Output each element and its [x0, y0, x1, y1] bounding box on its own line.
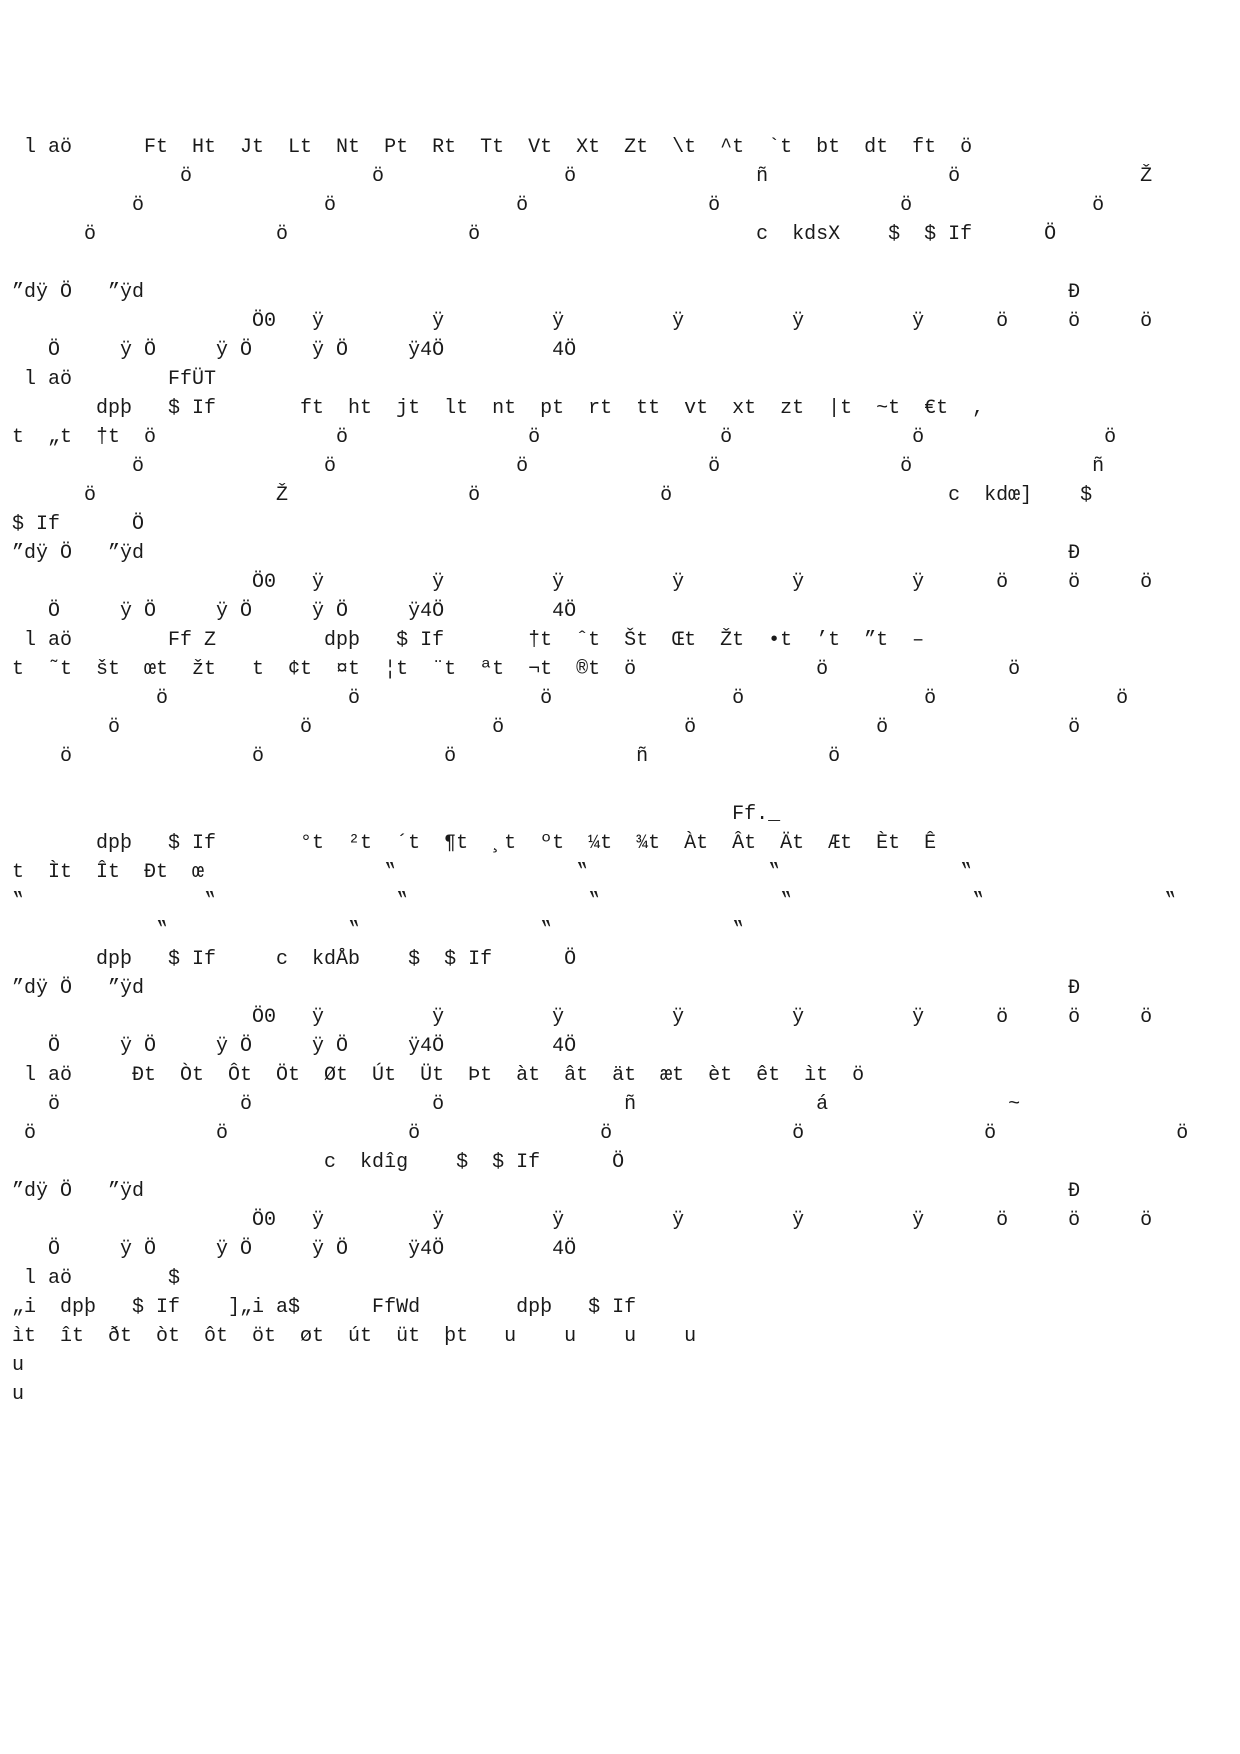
text-line-24: Ff._	[0, 803, 781, 826]
text-line-19: t ˜t št œt žt t ¢t ¤t ¦t ¨t ªt ¬t ®t ö ö ö	[0, 658, 1021, 681]
text-line-32: Ö ÿ Ö ÿ Ö ÿ Ö ÿ4Ö 4Ö	[0, 1035, 577, 1058]
text-line-18: l aö Ff Z dpþ $ If †t ˆt Št Œt Žt •t ’t ”t –	[0, 629, 925, 652]
text-line-1: l aö Ft Ht Jt Lt Nt Pt Rt Tt Vt Xt Zt \t ^t `t bt dt ft ö	[0, 136, 973, 159]
text-line-43: u	[0, 1354, 25, 1377]
text-line-25: dpþ $ If °t ²t ´t ¶t ¸t ºt ¼t ¾t Àt Ât Ät Æt Èt Ê	[0, 832, 937, 855]
text-line-29: dpþ $ If c kdÅb $ $ If Ö	[0, 948, 577, 971]
text-line-34: ö ö ö ñ á ~	[0, 1093, 1021, 1116]
text-line-9: l aö FfÜT	[0, 368, 217, 391]
text-line-30: ”dÿ Ö ”ÿd Ð	[0, 977, 1081, 1000]
text-line-13: ö Ž ö ö c kdœ] $	[0, 484, 1093, 507]
text-line-5	[0, 252, 1240, 276]
text-line-15: ”dÿ Ö ”ÿd Ð	[0, 542, 1081, 565]
text-line-44: u	[0, 1383, 25, 1406]
text-line-23	[0, 774, 1240, 798]
text-line-8: Ö ÿ Ö ÿ Ö ÿ Ö ÿ4Ö 4Ö	[0, 339, 577, 362]
text-line-4: ö ö ö c kdsX $ $ If Ö	[0, 223, 1057, 246]
text-line-16: Ö0 ÿ ÿ ÿ ÿ ÿ ÿ ö ö ö	[0, 571, 1153, 594]
text-line-7: Ö0 ÿ ÿ ÿ ÿ ÿ ÿ ö ö ö	[0, 310, 1153, 333]
text-line-12: ö ö ö ö ö ñ	[0, 455, 1105, 478]
text-line-42: ìt ît ðt òt ôt öt øt út üt þt u u u u	[0, 1325, 697, 1348]
text-line-36: c kdîg $ $ If Ö	[0, 1151, 625, 1174]
text-line-35: ö ö ö ö ö ö ö	[0, 1122, 1189, 1145]
text-line-28: ‟ ‟ ‟ ‟	[0, 919, 745, 942]
text-line-40: l aö $	[0, 1267, 181, 1290]
text-line-20: ö ö ö ö ö ö	[0, 687, 1129, 710]
text-line-14: $ If Ö	[0, 513, 145, 536]
text-line-38: Ö0 ÿ ÿ ÿ ÿ ÿ ÿ ö ö ö	[0, 1209, 1153, 1232]
text-line-27: ‟ ‟ ‟ ‟ ‟ ‟ ‟	[0, 890, 1177, 913]
text-line-6: ”dÿ Ö ”ÿd Ð	[0, 281, 1081, 304]
text-line-2: ö ö ö ñ ö Ž	[0, 165, 1153, 188]
text-line-31: Ö0 ÿ ÿ ÿ ÿ ÿ ÿ ö ö ö	[0, 1006, 1153, 1029]
text-line-41: „i dpþ $ If ]„i a$ FfWd dpþ $ If	[0, 1296, 637, 1319]
text-line-21: ö ö ö ö ö ö	[0, 716, 1081, 739]
text-line-17: Ö ÿ Ö ÿ Ö ÿ Ö ÿ4Ö 4Ö	[0, 600, 577, 623]
text-line-11: t „t †t ö ö ö ö ö ö	[0, 426, 1117, 449]
text-line-33: l aö Ðt Òt Ôt Öt Øt Út Üt Þt àt ât ät æt èt êt ìt ö	[0, 1064, 865, 1087]
text-line-26: t Ìt Ît Ðt œ ‟ ‟ ‟ ‟	[0, 861, 973, 884]
text-line-39: Ö ÿ Ö ÿ Ö ÿ Ö ÿ4Ö 4Ö	[0, 1238, 577, 1261]
text-line-22: ö ö ö ñ ö	[0, 745, 841, 768]
text-line-10: dpþ $ If ft ht jt lt nt pt rt tt vt xt zt |t ~t €t ,	[0, 397, 985, 420]
text-line-37: ”dÿ Ö ”ÿd Ð	[0, 1180, 1081, 1203]
text-line-3: ö ö ö ö ö ö	[0, 194, 1105, 217]
